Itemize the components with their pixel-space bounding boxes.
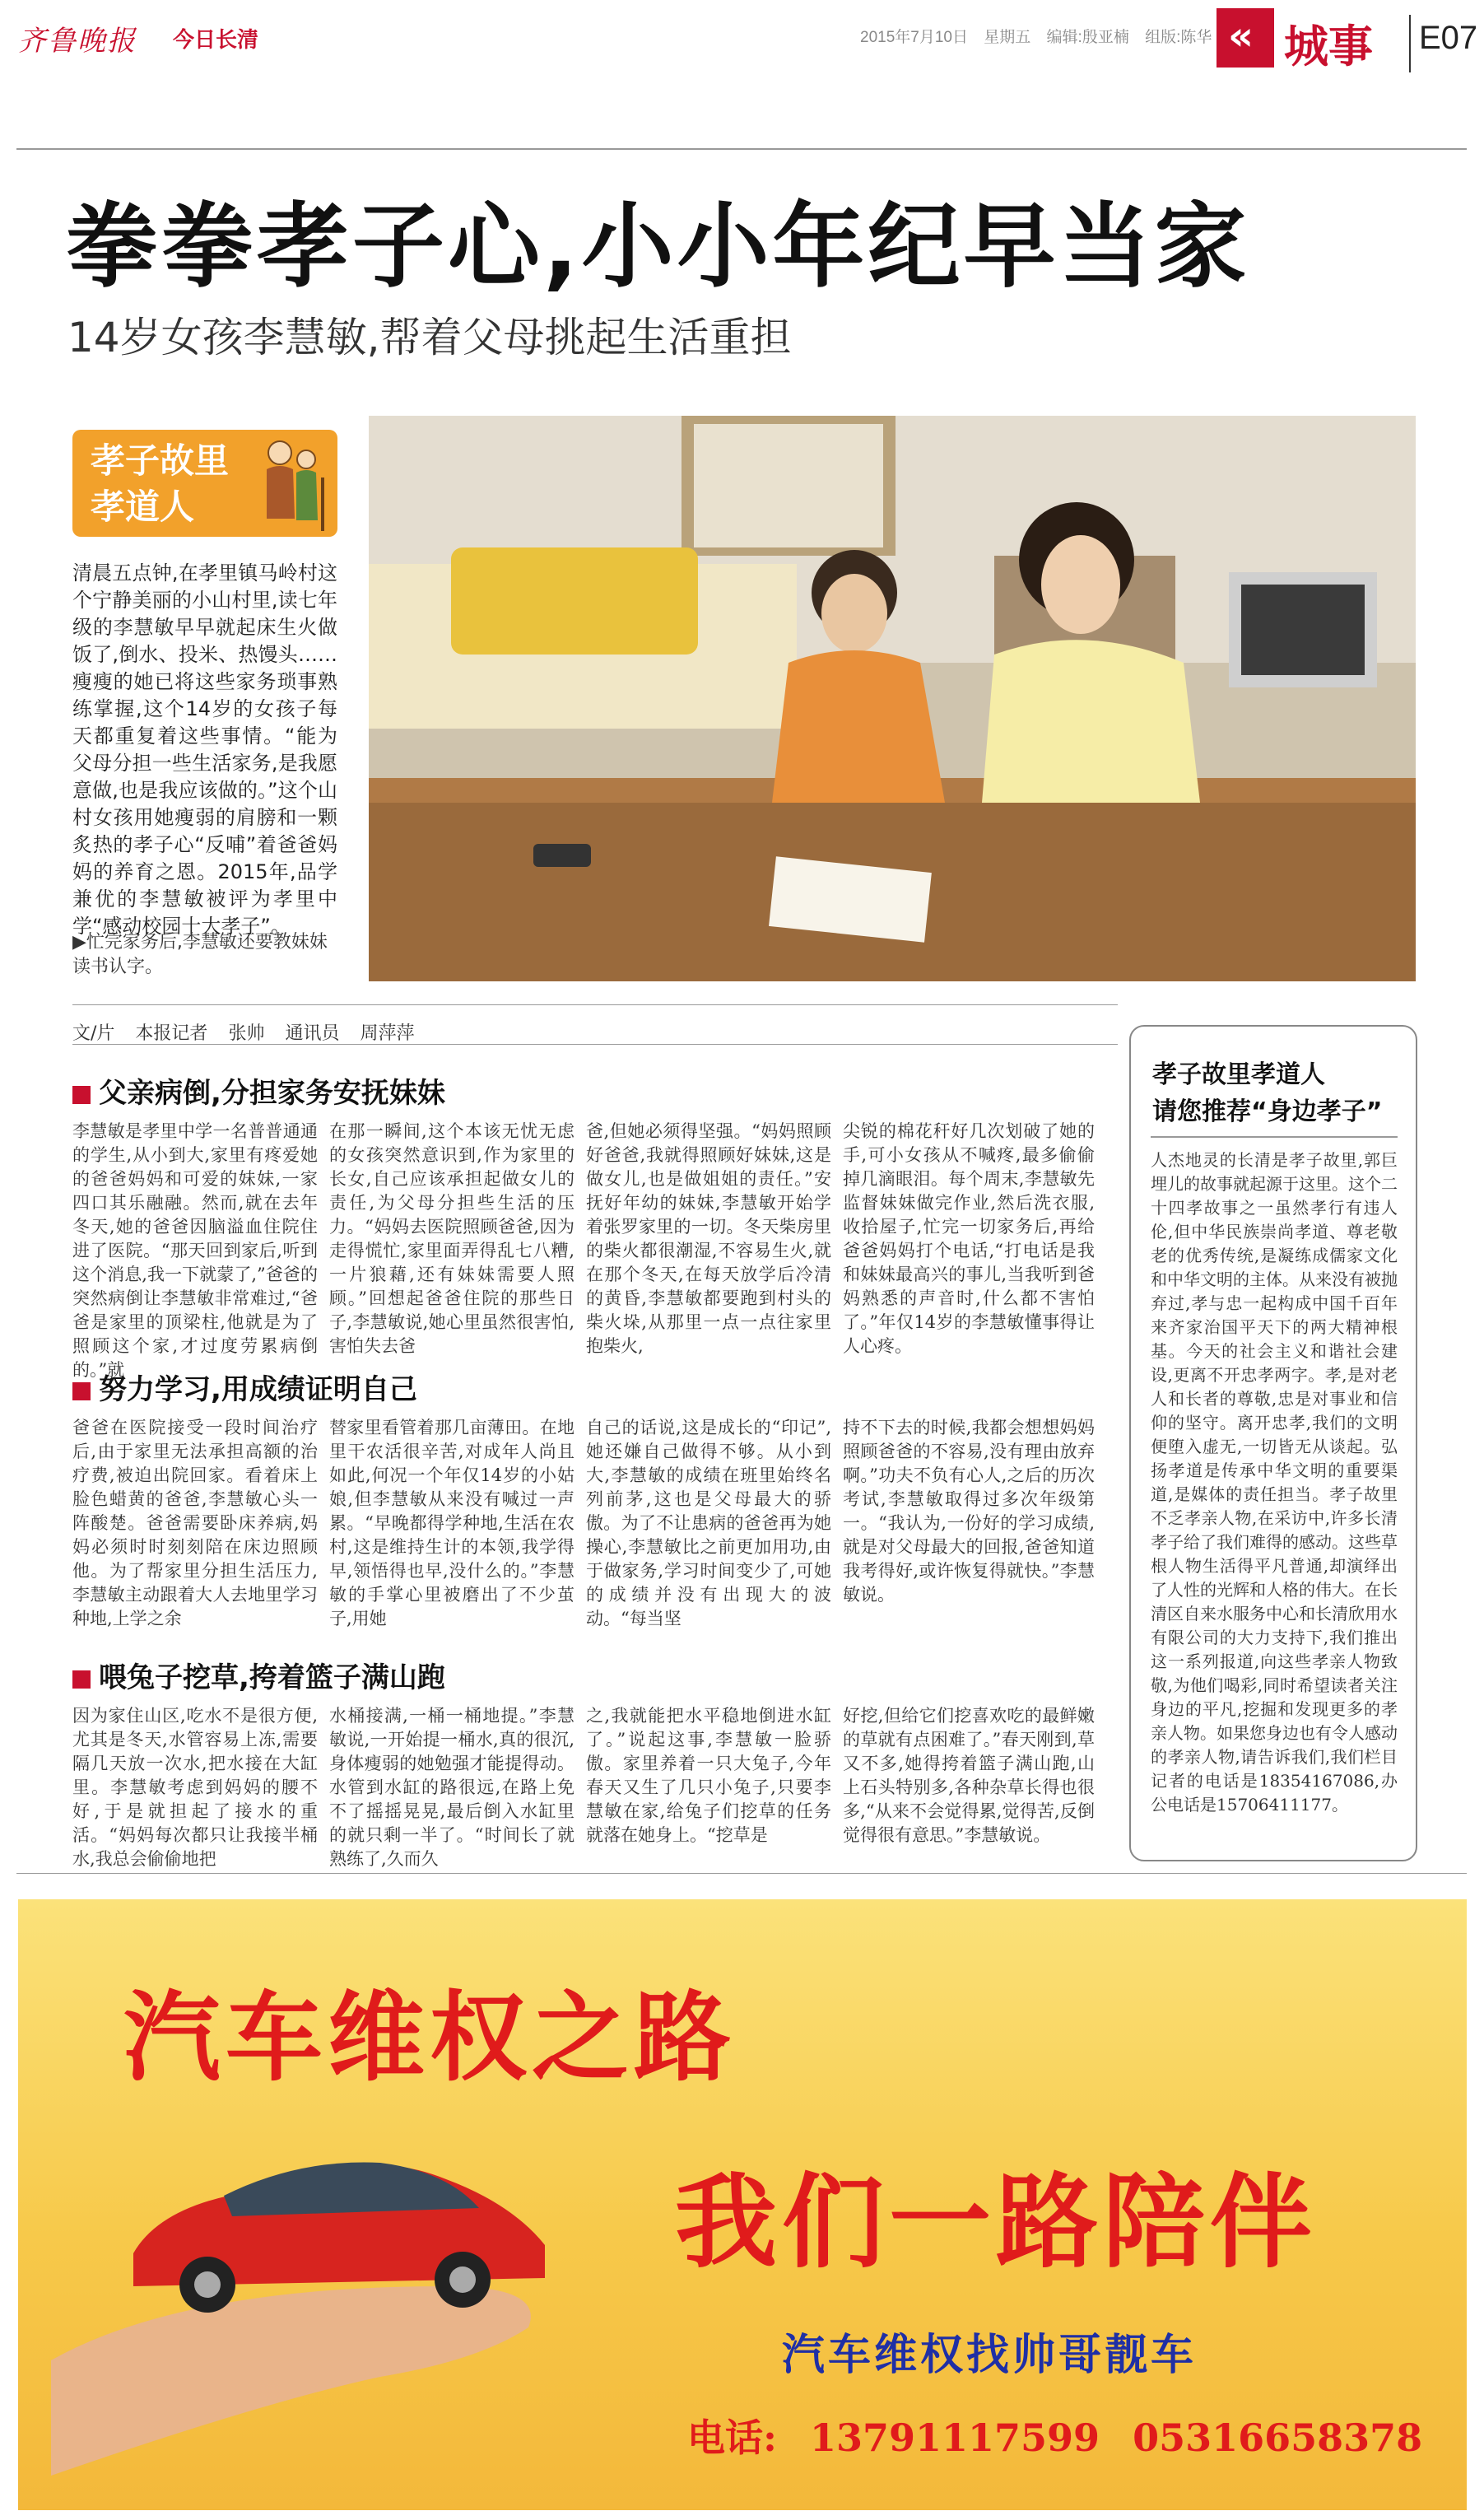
- sidebar-rule: [1151, 1136, 1398, 1138]
- sidebar-title: 孝子故里孝道人: [1152, 1060, 1325, 1089]
- body-column: 之,我就能把水平稳地倒进水缸了。”说起这事,李慧敏一脸骄傲。家里养着一只大兔子,今年春天又生了几只小兔子,只要李慧敏在家,给兔子们挖草的任务就落在她身上。“挖草是: [586, 1706, 831, 1845]
- body-column: 尖锐的棉花秆好几次划破了她的手,可小女孩从不喊疼,最多偷偷掉几滴眼泪。每个周末,李慧敏先监督妹妹做完作业,然后洗衣服,收拾屋子,忙完一切家务后,再给爸爸妈妈打个电话,“打电话是我和妹妹最高兴的事儿,当我听到爸妈熟悉的声音时,什么都不害怕了。”年仅14岁的李慧敏懂事得让人心疼。: [843, 1121, 1095, 1356]
- ad-slogan: 汽车维权找帅哥靓车: [782, 2331, 1198, 2380]
- chevron-left-icon: «: [1228, 13, 1254, 59]
- body-column: 因为家住山区,吃水不是很方便,尤其是冬天,水管容易上冻,需要隔几天放一次水,把水接在大缸里。李慧敏考虑到妈妈的腰不好,于是就担起了接水的重活。“妈妈每次都只让我接半桶水,我总会偷偷地把: [72, 1706, 318, 1869]
- ad-phone-label: 电话:: [687, 2415, 777, 2460]
- section-bullet-icon: [72, 1382, 91, 1400]
- article-photo: [369, 416, 1416, 981]
- article-intro: 清晨五点钟,在孝里镇马岭村这个宁静美丽的小山村里,读七年级的李慧敏早早就起床生火做饭了,倒水、投米、热馒头……瘦瘦的她已将这些家务琐事熟练掌握,这个14岁的女孩子每天都重复着这些事情。“能为父母分担一些生活家务,是我愿意做,也是我应该做的。”这个山村女孩用她瘦弱的肩膀和一颗炙热的孝子心“反哺”着爸爸妈妈的养育之恩。2015年,品学兼优的李慧敏被评为孝里中学“感动校园十大孝子”。: [72, 561, 337, 938]
- ad-headline: 汽车维权之路: [123, 1981, 737, 2094]
- byline-rule-bottom: [72, 1044, 1118, 1045]
- issue-weekday: 星期五: [984, 29, 1031, 46]
- body-column: 水桶接满,一桶一桶地提。”李慧敏说,一开始提一桶水,真的很沉,身体瘦弱的她勉强才能提得动。水管到水缸的路很远,在路上免不了摇摇晃晃,最后倒入水缸里的就只剩一半了。“时间长了就熟练了,久而久: [329, 1706, 575, 1869]
- section-tag: 今日长清: [173, 28, 259, 53]
- sidebar-subtitle: 请您推荐“身边孝子”: [1152, 1097, 1383, 1126]
- section-bullet-icon: [72, 1670, 91, 1689]
- issue-meta: [860, 25, 1223, 47]
- ad-tagline: 我们一路陪伴: [675, 2164, 1318, 2282]
- body-column: 好挖,但给它们挖喜欢吃的最鲜嫩的草就有点困难了。”春天刚到,草又不多,她得挎着篮子满山跑,山上石头特别多,各种杂草长得也很多,“从来不会觉得累,觉得苦,反倒觉得很有意思。”李慧敏说。: [843, 1706, 1095, 1845]
- body-column: 爸,但她必须得坚强。“妈妈照顾好爸爸,我就得照顾好妹妹,这是做女儿,也是做姐姐的责任。”安抚好年幼的妹妹,李慧敏开始学着张罗家里的一切。冬天柴房里的柴火都很潮湿,不容易生火,就在那个冬天,在每天放学后冷清的黄昏,李慧敏都要跑到村头的柴火垛,从那里一点一点往家里抱柴火,: [586, 1121, 831, 1356]
- section-heading-text: 喂兔子挖草,挎着篮子满山跑: [99, 1661, 445, 1694]
- section-bullet-icon: [72, 1086, 91, 1104]
- sidebar-body: 人杰地灵的长清是孝子故里,郭巨埋儿的故事就起源于这里。这个二十四孝故事之一虽然孝行有违人伦,但中华民族崇尚孝道、尊老敬老的优秀传统,是凝练成儒家文化和中华文明的主体。从来没有被抛弃过,孝与忠一起构成中国千百年来齐家治国平天下的两大精神根基。今天的社会主义和谐社会建设,更离不开忠孝两字。孝,是对老人和长者的尊敬,忠是对事业和信仰的坚守。离开忠孝,我们的文明便堕入虚无,一切皆无从谈起。弘扬孝道是传承中华文明的重要渠道,是媒体的责任担当。孝子故里不乏孝亲人物,在采访中,许多长清孝子给了我们难得的感动。这些草根人物生活得平凡普通,却演绎出了人性的光辉和人格的伟大。在长清区自来水服务中心和长清欣用水有限公司的大力支持下,我们推出这一系列报道,向这些孝亲人物致敬,为他们喝彩,同时希望读者关注身边的平凡,挖掘和发现更多的孝亲人物。如果您身边也有令人感动的孝亲人物,请告诉我们,我们栏目记者的电话是18354167086,办公电话是15706411177。: [1151, 1150, 1398, 1815]
- byline-rule: [72, 1004, 1118, 1005]
- byline-correspondent-name: 周萍萍: [360, 1023, 415, 1044]
- byline: [72, 1019, 429, 1045]
- elderly-family-icon: [247, 428, 329, 535]
- section-heading-2: [72, 1367, 417, 1407]
- byline-reporter-name: 张帅: [228, 1023, 265, 1044]
- section-heading-1: [72, 1070, 445, 1111]
- byline-role-correspondent: 通讯员: [285, 1023, 340, 1044]
- issue-layout: 组版:陈华: [1145, 29, 1212, 46]
- byline-type: 文/片: [72, 1023, 115, 1044]
- body-column: 自己的话说,这是成长的“印记”,她还嫌自己做得不够。从小到大,李慧敏的成绩在班里始终名列前茅,这也是父母最大的骄傲。为了不让患病的爸爸再为她操心,李慧敏比之前更加用功,由于做家务,学习时间变少了,可她的成绩并没有出现大的波动。“每当坚: [586, 1418, 831, 1628]
- ad-separator-rule: [16, 1873, 1467, 1874]
- ad-phone-2: 05316658378: [1133, 2415, 1423, 2460]
- body-column: 爸爸在医院接受一段时间治疗后,由于家里无法承担高额的治疗费,被迫出院回家。看着床上脸色蜡黄的爸爸,李慧敏心头一阵酸楚。爸爸需要卧床养病,妈妈必须时时刻刻陪在床边照顾他。为了帮家里分担生活压力,李慧敏主动跟着大人去地里学习种地,上学之余: [72, 1418, 318, 1628]
- section-heading-text: 父亲病倒,分担家务安抚妹妹: [99, 1077, 445, 1110]
- header-divider: [1409, 15, 1411, 72]
- header-rule: [16, 148, 1467, 150]
- issue-editor: 编辑:殷亚楠: [1046, 29, 1129, 46]
- column-badge-label: 孝子故里孝道人: [91, 440, 230, 527]
- article-headline: 拳拳孝子心,小小年纪早当家: [66, 193, 1250, 300]
- body-column: 替家里看管着那几亩薄田。在地里干农活很辛苦,对成年人尚且如此,何况一个年仅14岁的小姑娘,但李慧敏从来没有喊过一声累。“早晚都得学种地,生活在农村,这是维持生计的本领,我学得早,领悟得也早,没什么的。”李慧敏的手掌心里被磨出了不少茧子,用她: [329, 1418, 575, 1628]
- photo-caption: ▶忙完家务后,李慧敏还要教妹妹读书认字。: [72, 932, 328, 977]
- section-heading-text: 努力学习,用成绩证明自己: [99, 1373, 417, 1406]
- issue-date: 2015年7月10日: [860, 29, 968, 46]
- body-column: 持不下去的时候,我都会想想妈妈照顾爸爸的不容易,没有理由放弃啊。”功夫不负有心人,之后的历次考试,李慧敏取得过多次年级第一。“我认为,一份好的学习成绩,就是对父母最大的回报,爸爸知道我考得好,或许恢复得就快。”李慧敏说。: [843, 1418, 1095, 1605]
- byline-role-reporter: 本报记者: [135, 1023, 208, 1044]
- ad-phone-1: 13791117599: [809, 2415, 1100, 2460]
- section-heading-3: [72, 1655, 445, 1695]
- body-column: 李慧敏是孝里中学一名普普通通的学生,从小到大,家里有疼爱她的爸爸妈妈和可爱的妹妹,一家四口其乐融融。然而,就在去年冬天,她的爸爸因脑溢血住院住进了医院。“那天回到家后,听到这个消息,我一下就蒙了,”爸爸的突然病倒让李慧敏非常难过,“爸爸是家里的顶梁柱,他就是为了照顾这个家,才过度劳累病倒的。”就: [72, 1121, 318, 1380]
- page-number: E07: [1419, 20, 1478, 56]
- ad-phone-line: [687, 2408, 1455, 2462]
- section-name: 城事: [1284, 21, 1373, 72]
- body-column: 在那一瞬间,这个本该无忧无虑的女孩突然意识到,作为家里的长女,自己应该承担起做女儿的责任,为父母分担些生活的压力。“妈妈去医院照顾爸爸,因为走得慌忙,家里面弄得乱七八糟,一片狼藉,还有妹妹需要人照顾。”回想起爸爸住院的那些日子,李慧敏说,她心里虽然很害怕,害怕失去爸: [329, 1121, 575, 1356]
- newspaper-masthead: 齐鲁晚报: [18, 25, 137, 58]
- article-subheadline: 14岁女孩李慧敏,帮着父母挑起生活重担: [67, 314, 792, 361]
